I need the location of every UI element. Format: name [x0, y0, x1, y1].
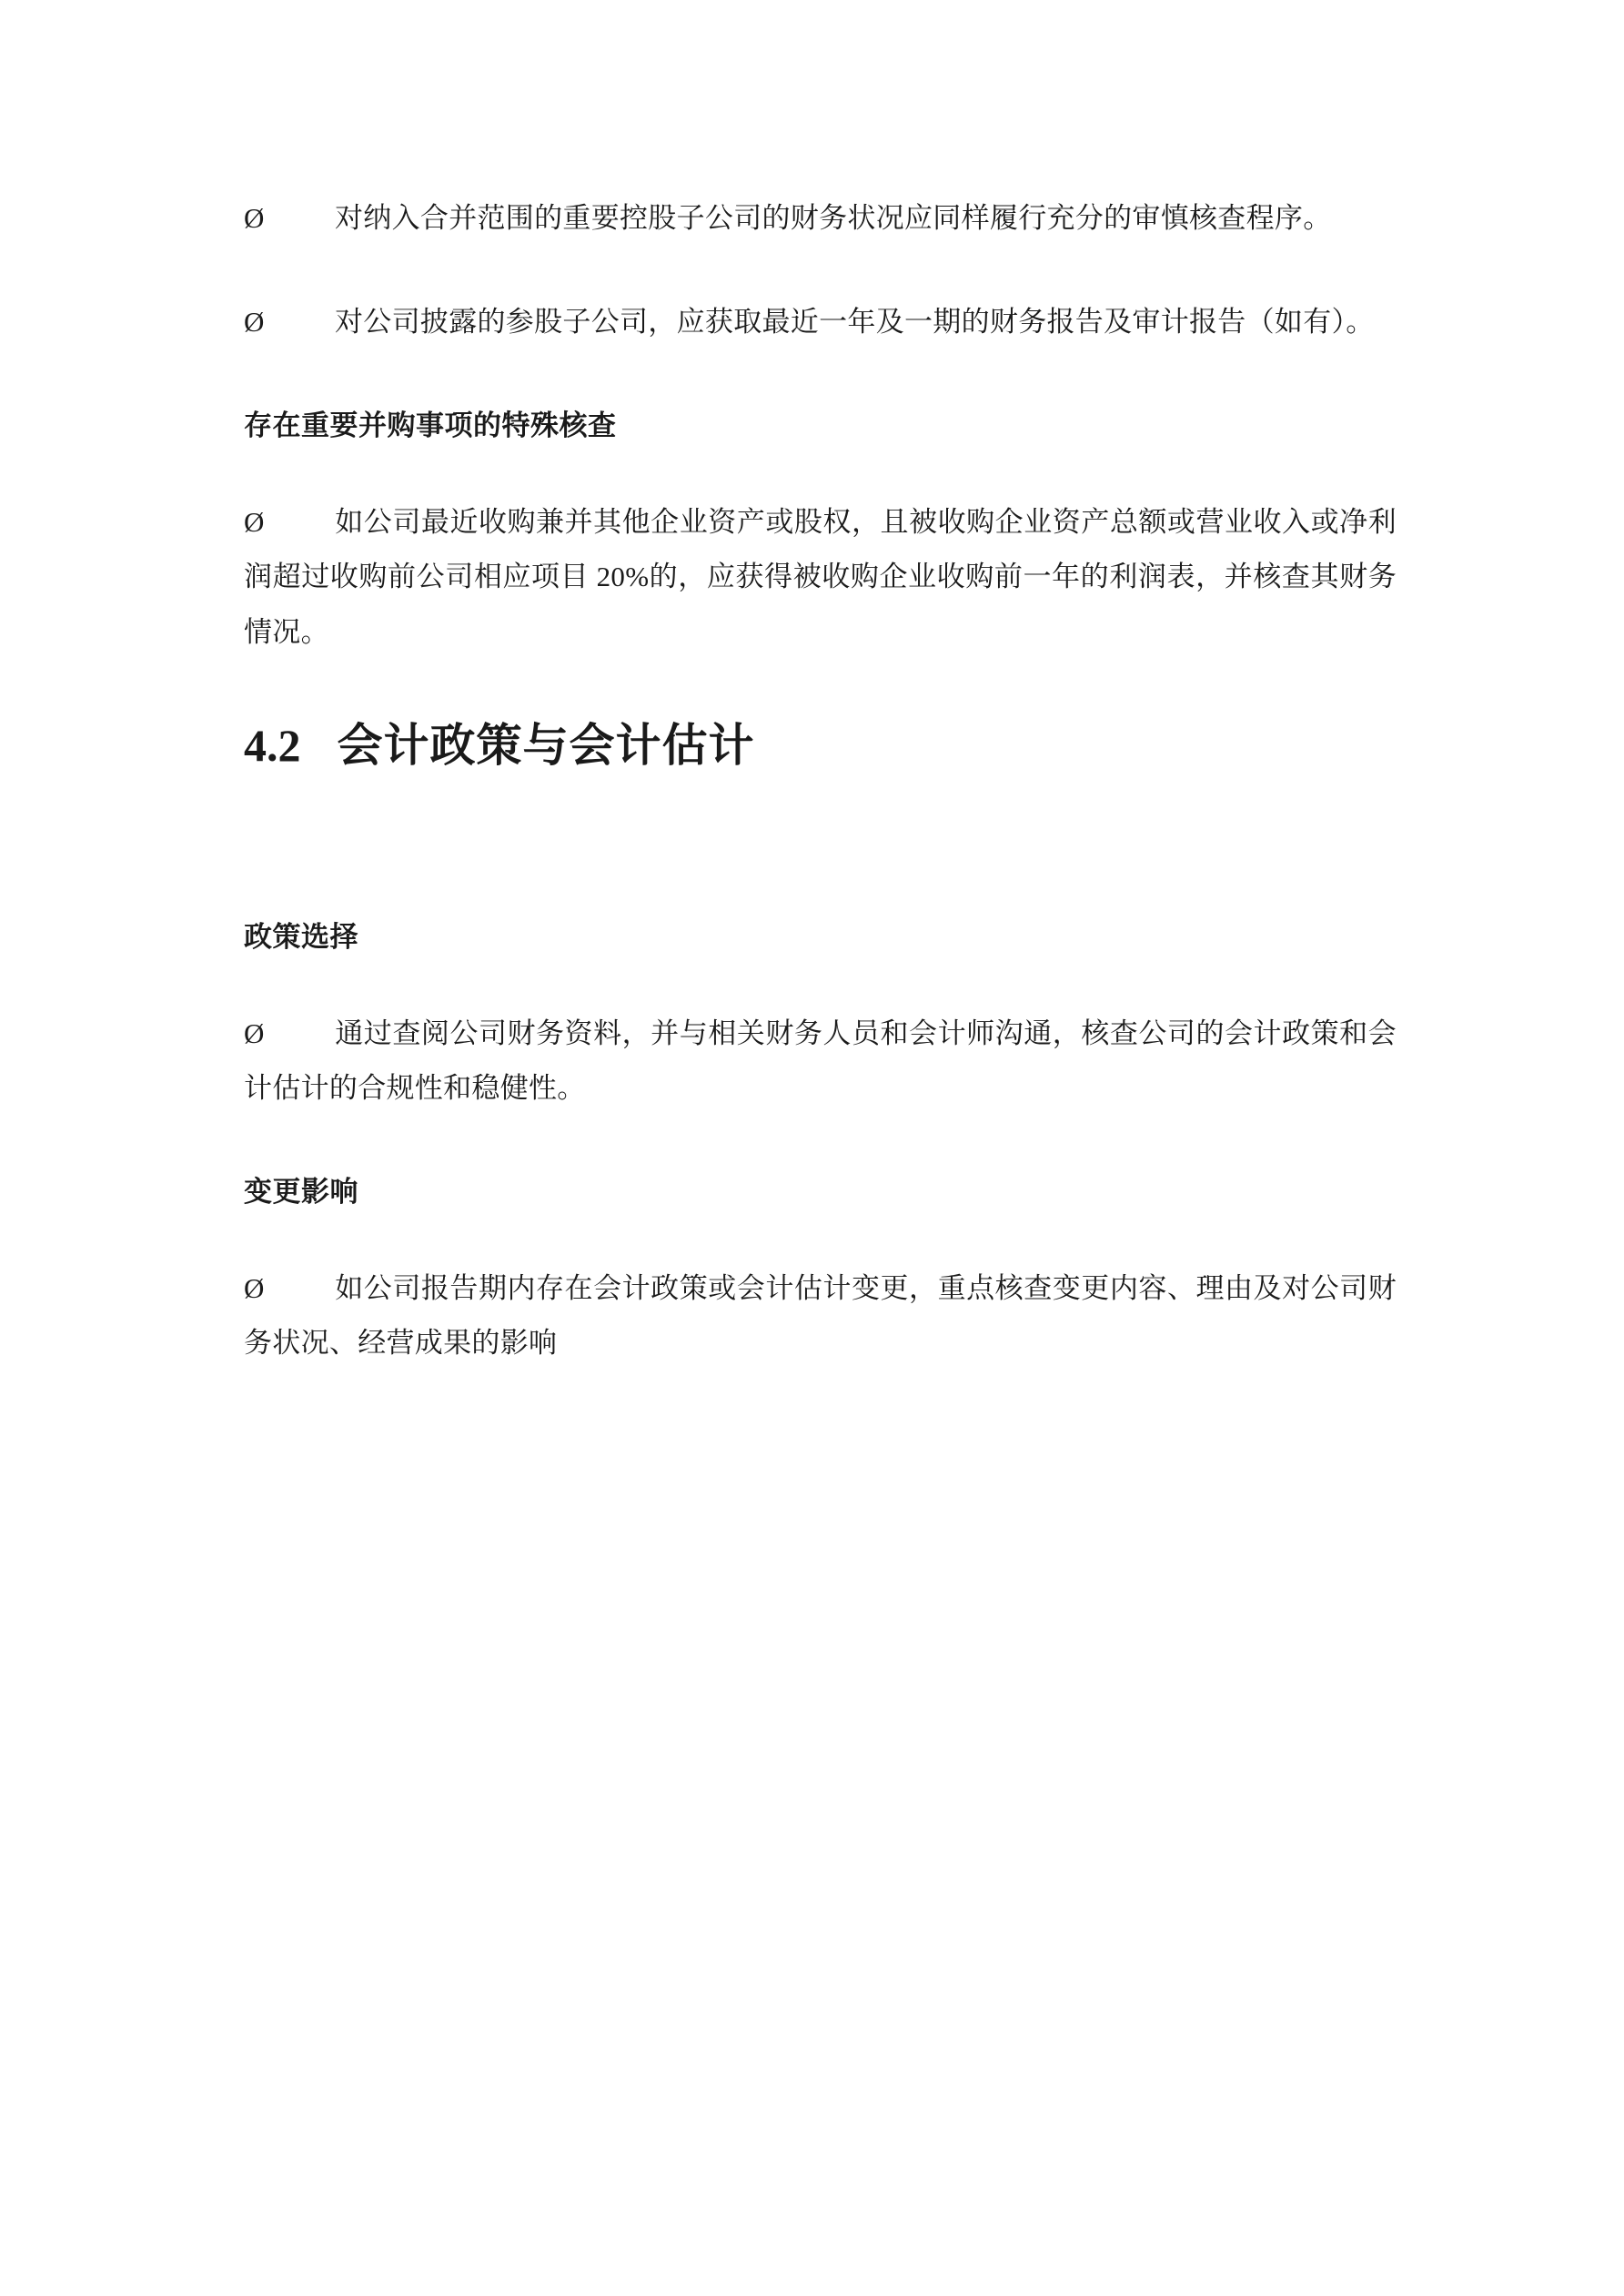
bullet-text: 如公司最近收购兼并其他企业资产或股权，且被收购企业资产总额或营业收入或净利润超过收购前公司相应项目 20%的，应获得被收购企业收购前一年的利润表，并核查其财务情况。 — [244, 505, 1397, 648]
bullet-paragraph — [244, 1261, 1397, 1371]
subsection-heading: 变更影响 — [244, 1175, 358, 1208]
bullet-text: 通过查阅公司财务资料，并与相关财务人员和会计师沟通，核查公司的会计政策和会计估计的合规性和稳健性。 — [244, 1017, 1397, 1105]
bullet-marker: Ø — [244, 505, 265, 538]
bullet-text: 对公司披露的参股子公司，应获取最近一年及一期的财务报告及审计报告（如有）。 — [335, 306, 1375, 339]
section-title-text: 会计政策与会计估计 — [337, 720, 755, 772]
subsection-heading: 存在重要并购事项的特殊核查 — [244, 409, 617, 441]
bullet-marker: Ø — [244, 306, 265, 339]
subsection-heading: 政策选择 — [244, 921, 358, 954]
bullet-paragraph — [244, 1006, 1397, 1117]
bullet-text: 对纳入合并范围的重要控股子公司的财务状况应同样履行充分的审慎核查程序。 — [335, 202, 1332, 234]
bullet-marker: Ø — [244, 202, 265, 234]
bullet-paragraph — [244, 191, 1397, 246]
bullet-paragraph — [244, 295, 1397, 349]
bullet-paragraph — [244, 495, 1397, 660]
section-number: 4.2 — [244, 720, 301, 772]
section-title — [244, 716, 808, 774]
section-spacer — [244, 774, 1397, 911]
bullet-text: 如公司报告期内存在会计政策或会计估计变更，重点核查变更内容、理由及对公司财务状况、经营成果的影响 — [244, 1271, 1397, 1360]
bullet-marker: Ø — [244, 1017, 265, 1049]
bullet-marker: Ø — [244, 1271, 265, 1304]
